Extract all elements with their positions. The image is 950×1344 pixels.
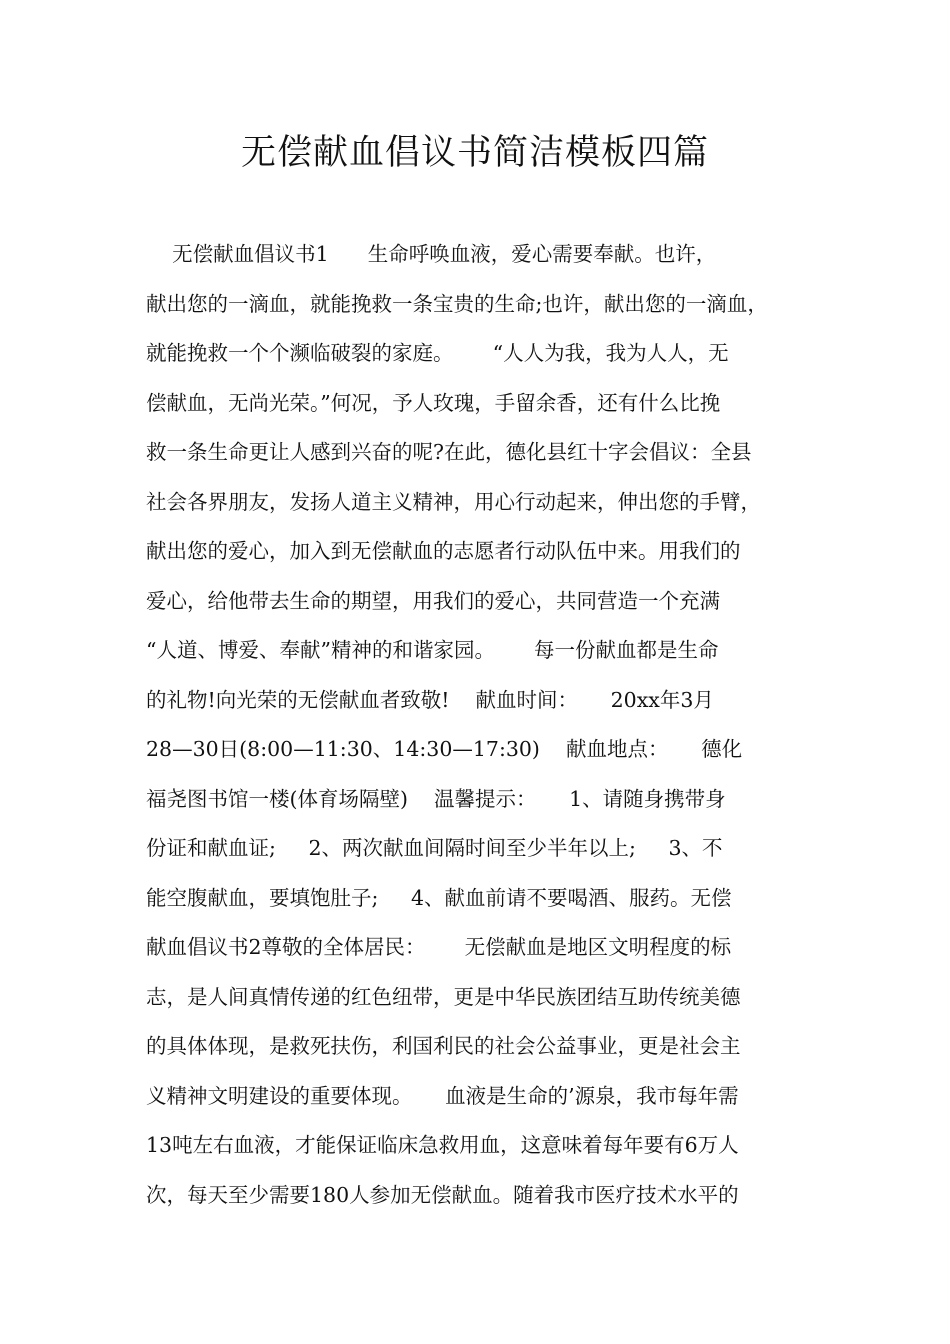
document-body [146,230,826,1220]
body-line: 志，是人间真情传递的红色纽带，更是中华民族团结互助传统美德 [146,984,741,1009]
body-line: 份证和献血证; 2、两次献血间隔时间至少半年以上; 3、不 [146,836,723,860]
body-line: 社会各界朋友，发扬人道主义精神，用心行动起来，伸出您的手臂， [146,489,761,514]
body-line: 的具体体现，是救死扶伤，利国利民的社会公益事业，更是社会主 [146,1034,741,1058]
body-line: 义精神文明建设的重要体现。 血液是生命的’源泉，我市每年需 [146,1083,739,1108]
body-line: 无偿献血倡议书1 生命呼唤血液，爱心需要奉献。也许， [146,242,717,266]
body-line: 献出您的一滴血，就能挽救一条宝贵的生命;也许，献出您的一滴血， [146,291,768,316]
body-line: “人道、博爱、奉献”精神的和谐家园。 每一份献血都是生命 [146,638,719,662]
document-title: 无偿献血倡议书简洁模板四篇 [240,133,709,173]
body-line: 就能挽救一个个濒临破裂的家庭。 “人人为我，我为人人，无 [146,341,729,365]
body-line: 能空腹献血，要填饱肚子; 4、献血前请不要喝酒、服药。无偿 [146,885,732,910]
body-line: 偿献血，无尚光荣。”何况，予人玫瑰，手留余香，还有什么比挽 [146,390,721,415]
body-line: 献出您的爱心，加入到无偿献血的志愿者行动队伍中来。用我们的 [146,539,741,563]
body-line: 福尧图书馆一楼(体育场隔壁) 温馨提示： 1、请随身携带身 [146,786,726,811]
body-line: 的礼物!向光荣的无偿献血者致敬! 献血时间： 20xx年3月 [146,687,714,712]
body-line: 13吨左右血液，才能保证临床急救用血，这意味着每年要有6万人 [146,1133,739,1157]
body-line: 救一条生命更让人感到兴奋的呢?在此，德化县红十字会倡议：全县 [146,440,752,464]
body-line: 爱心，给他带去生命的期望，用我们的爱心，共同营造一个充满 [146,588,720,613]
body-line: 献血倡议书2尊敬的全体居民： 无偿献血是地区文明程度的标 [146,935,732,959]
body-line: 次，每天至少需要180人参加无偿献血。随着我市医疗技术水平的 [146,1182,739,1207]
body-line: 28—30日(8:00—11:30、14:30—17:30) 献血地点： 德化 [146,737,743,761]
